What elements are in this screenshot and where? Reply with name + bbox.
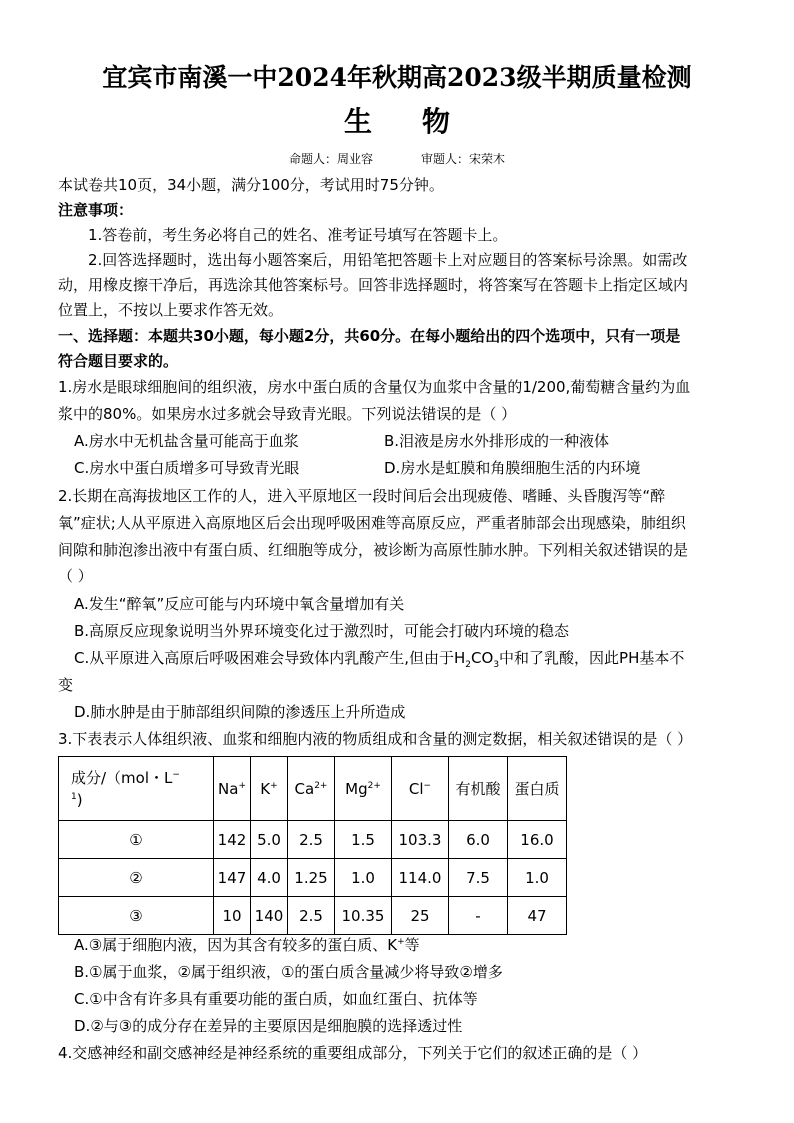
table-row bbox=[59, 897, 567, 935]
table-cell: 4.0 bbox=[251, 859, 288, 897]
table-cell: 147 bbox=[214, 859, 251, 897]
table-header-na: Na+ bbox=[214, 757, 251, 821]
section-heading-line1: 一、选择题：本题共30小题，每小题2分，共60分。在每小题给出的四个选项中，只有一项是 bbox=[58, 327, 681, 345]
q1-stem-line2: 浆中的80%。如果房水过多就会导致青光眼。下列说法错误的是（ ） bbox=[58, 405, 517, 423]
table-cell: 1.5 bbox=[335, 821, 392, 859]
table-cell: 10.35 bbox=[335, 897, 392, 935]
q2-option-c-line2: 变 bbox=[58, 676, 74, 694]
subject-char-2: 物 bbox=[422, 105, 451, 138]
table-cell: 1.0 bbox=[508, 859, 567, 897]
q2-option-c-pre: C.从平原进入高原后呼吸困难会导致体内乳酸产生,但由于 bbox=[74, 649, 455, 667]
table-row-label: ② bbox=[59, 859, 214, 897]
subject-title bbox=[0, 100, 794, 140]
q2-option-c bbox=[74, 648, 764, 668]
q1-option-b: B.泪液是房水外排形成的一种液体 bbox=[384, 432, 610, 450]
table-cell: 103.3 bbox=[392, 821, 449, 859]
table-header-row bbox=[59, 757, 567, 821]
table-cell: 1.0 bbox=[335, 859, 392, 897]
table-cell: 114.0 bbox=[392, 859, 449, 897]
table-header-protein: 蛋白质 bbox=[508, 757, 567, 821]
q2-stem-line1: 2.长期在高海拔地区工作的人，进入平原地区一段时间后会出现疲倦、嗜睡、头昏腹泻等“醉 bbox=[58, 487, 666, 505]
table-header-k: K+ bbox=[251, 757, 288, 821]
table-cell: 142 bbox=[214, 821, 251, 859]
table-row bbox=[59, 859, 567, 897]
q1-options-row1 bbox=[74, 431, 764, 451]
q2-stem-line2: 氧”症状;人从平原进入高原地区后会出现呼吸困难等高原反应，严重者肺部会出现感染，肺组织 bbox=[58, 514, 686, 532]
q3-option-c: C.①中含有许多具有重要功能的蛋白质，如血红蛋白、抗体等 bbox=[74, 990, 478, 1008]
table-header-organic-acid: 有机酸 bbox=[449, 757, 508, 821]
q3-option-d: D.②与③的成分存在差异的主要原因是细胞膜的选择透过性 bbox=[74, 1017, 463, 1035]
table-cell: 16.0 bbox=[508, 821, 567, 859]
q2-option-b: B.高原反应现象说明当外界环境变化过于激烈时，可能会打破内环境的稳态 bbox=[74, 622, 570, 640]
q1-option-c: C.房水中蛋白质增多可导致青光眼 bbox=[74, 459, 300, 477]
q3-option-b: B.①属于血浆，②属于组织液，①的蛋白质含量减少将导致②增多 bbox=[74, 963, 503, 981]
q2-stem-line4: （ ） bbox=[58, 567, 93, 585]
table-cell: 7.5 bbox=[449, 859, 508, 897]
composition-table bbox=[58, 756, 567, 935]
section-heading-line2: 符合题目要求的。 bbox=[58, 352, 179, 370]
table-cell: 6.0 bbox=[449, 821, 508, 859]
q1-option-d: D.房水是虹膜和角膜细胞生活的内环境 bbox=[384, 459, 641, 477]
notice-item-2-line3: 位置上，不按以上要求作答无效。 bbox=[58, 301, 284, 319]
table-cell: 2.5 bbox=[288, 897, 335, 935]
table-cell: 5.0 bbox=[251, 821, 288, 859]
table-cell: 140 bbox=[251, 897, 288, 935]
table-row bbox=[59, 821, 567, 859]
q2-option-a: A.发生“醉氧”反应可能与内环境中氧含量增加有关 bbox=[74, 595, 405, 613]
table-cell: 47 bbox=[508, 897, 567, 935]
exam-info: 本试卷共10页，34小题，满分100分，考试用时75分钟。 bbox=[58, 176, 444, 194]
chemical-formula-h2co3: $H_2CO_3$ bbox=[454, 649, 500, 670]
table-header-unit: 成分/（mol・L− $^1$) bbox=[59, 757, 214, 821]
table-row-label: ① bbox=[59, 821, 214, 859]
notice-item-2-line1: 2.回答选择题时，选出每小题答案后，用铅笔把答题卡上对应题目的答案标号涂黑。如需改 bbox=[88, 251, 688, 269]
table-row-label: ③ bbox=[59, 897, 214, 935]
q2-stem-line3: 间隙和肺泡渗出液中有蛋白质、红细胞等成分，被诊断为高原性肺水肿。下列相关叙述错误的是 bbox=[58, 541, 689, 559]
exam-title: 宜宾市南溪一中2024年秋期高2023级半期质量检测 bbox=[102, 63, 692, 92]
table-header-cl: Cl− bbox=[392, 757, 449, 821]
q1-stem-line1: 1.房水是眼球细胞间的组织液，房水中蛋白质的含量仅为血浆中含量的1/200,葡萄糖含量约为血 bbox=[58, 378, 691, 396]
table-cell: 10 bbox=[214, 897, 251, 935]
q1-options-row2 bbox=[74, 458, 764, 478]
q4-stem: 4.交感神经和副交感神经是神经系统的重要组成部分，下列关于它们的叙述正确的是（ ） bbox=[58, 1044, 648, 1062]
q2-option-d: D.肺水肿是由于肺部组织间隙的渗透压上升所造成 bbox=[74, 703, 406, 721]
reviewer-label: 审题人：宋荣木 bbox=[421, 152, 506, 166]
table-header-mg: $Mg^{2+}$ bbox=[335, 757, 392, 821]
notice-heading: 注意事项： bbox=[58, 201, 134, 219]
author-line bbox=[0, 150, 794, 167]
author-label: 命题人：周业容 bbox=[288, 152, 373, 166]
table-cell: 25 bbox=[392, 897, 449, 935]
notice-item-1: 1.答卷前，考生务必将自己的姓名、准考证号填写在答题卡上。 bbox=[88, 226, 508, 244]
q3-option-a: A.③属于细胞内液，因为其含有较多的蛋白质、K+等 bbox=[74, 936, 420, 954]
table-cell: 1.25 bbox=[288, 859, 335, 897]
table-header-ca: $Ca^{2+}$ bbox=[288, 757, 335, 821]
notice-item-2-line2: 动，用橡皮擦干净后，再选涂其他答案标号。回答非选择题时，将答案写在答题卡上指定区域内 bbox=[58, 276, 689, 294]
subject-char-1: 生 bbox=[343, 105, 372, 138]
table-cell: - bbox=[449, 897, 508, 935]
q1-option-a: A.房水中无机盐含量可能高于血浆 bbox=[74, 432, 299, 450]
table-cell: 2.5 bbox=[288, 821, 335, 859]
q3-stem: 3.下表表示人体组织液、血浆和细胞内液的物质组成和含量的测定数据，相关叙述错误的是（ ） bbox=[58, 730, 693, 748]
q2-option-c-post: 中和了乳酸，因此PH基本不 bbox=[499, 649, 685, 667]
